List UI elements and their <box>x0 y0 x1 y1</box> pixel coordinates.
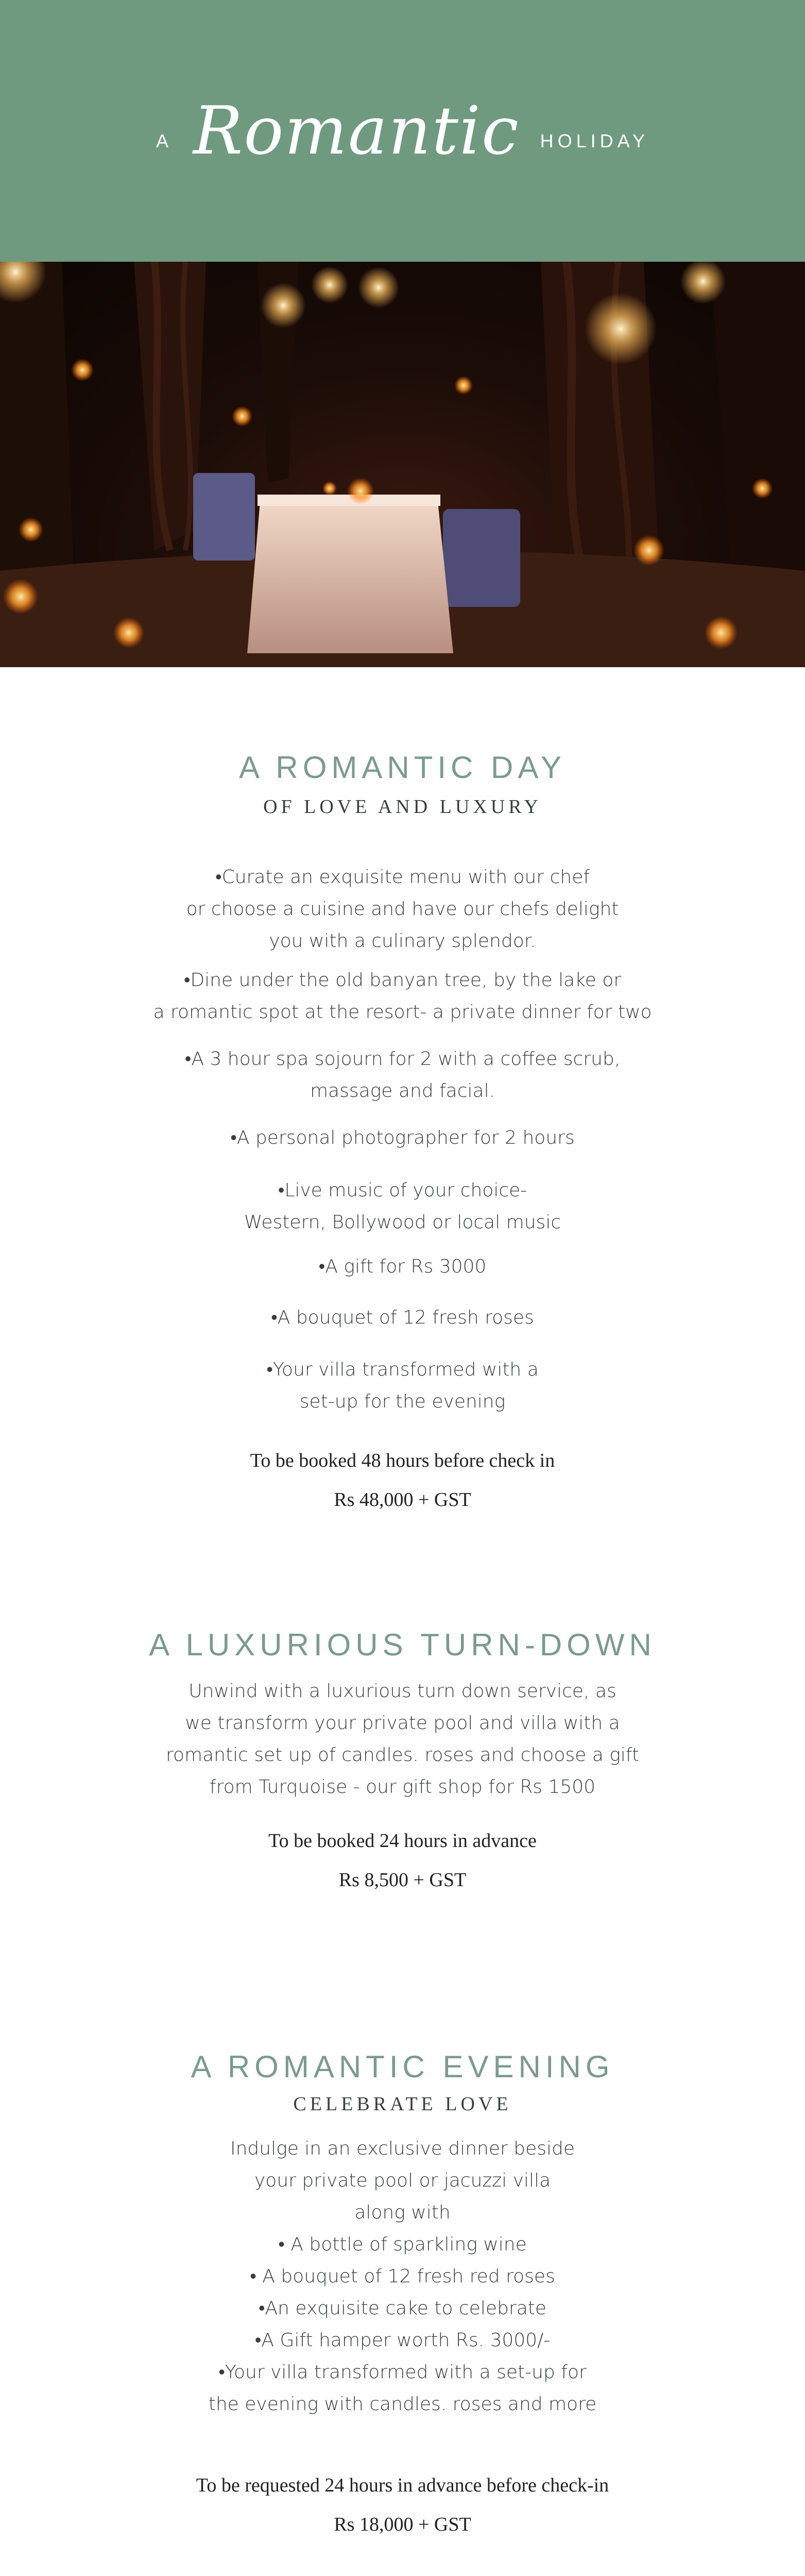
evening-line: •Your villa transformed with a set-up for <box>218 2362 587 2383</box>
day-item-5-line: Western, Bollywood or local music <box>244 1212 561 1233</box>
day-booking: To be booked 48 hours before check in <box>250 1450 555 1471</box>
turndown-description <box>0 1675 805 1803</box>
turndown-line: romantic set up of candles. roses and choose a gift <box>166 1744 639 1766</box>
evening-line: • A bottle of sparkling wine <box>278 2234 527 2255</box>
day-item-4 <box>0 1122 805 1154</box>
romantic-evening-subtitle: CELEBRATE LOVE <box>293 2093 512 2115</box>
evening-description <box>0 2133 805 2420</box>
day-item-8-line: set-up for the evening <box>299 1391 506 1412</box>
day-item-2-line: a romantic spot at the resort- a private dinner for two <box>153 1002 652 1023</box>
day-booking-block <box>0 1441 805 1519</box>
day-item-6-line: •A gift for Rs 3000 <box>318 1256 487 1277</box>
header-banner <box>0 0 805 262</box>
day-item-3 <box>0 1043 805 1107</box>
romantic-evening-title: A ROMANTIC EVENING <box>191 2049 614 2084</box>
turndown-price: Rs 8,500 + GST <box>338 1869 467 1891</box>
header-prefix: A <box>156 130 173 151</box>
day-price: Rs 48,000 + GST <box>334 1489 471 1511</box>
romantic-day-section <box>0 750 805 818</box>
turndown-title: A LUXURIOUS TURN-DOWN <box>149 1628 656 1662</box>
day-item-1-line: or choose a cuisine and have our chefs delight <box>186 899 619 920</box>
day-item-7-line: •A bouquet of 12 fresh roses <box>271 1307 534 1328</box>
header-suffix: HOLIDAY <box>540 130 649 151</box>
day-item-8 <box>0 1354 805 1418</box>
turndown-section <box>0 1627 805 1663</box>
day-item-8-line: •Your villa transformed with a <box>266 1359 539 1380</box>
romantic-day-title: A ROMANTIC DAY <box>239 750 566 785</box>
turndown-line: Unwind with a luxurious turn down service, as <box>189 1681 616 1702</box>
day-item-3-line: massage and facial. <box>310 1080 495 1101</box>
day-item-7 <box>0 1302 805 1334</box>
day-item-3-line: •A 3 hour spa sojourn for 2 with a coffee scrub, <box>184 1048 621 1070</box>
turndown-line: from Turquoise - our gift shop for Rs 1500 <box>209 1776 596 1798</box>
evening-line: •A Gift hamper worth Rs. 3000/- <box>254 2330 551 2351</box>
day-item-5-line: •Live music of your choice- <box>278 1180 527 1201</box>
evening-line: Indulge in an exclusive dinner beside <box>230 2138 575 2159</box>
day-item-5 <box>0 1175 805 1239</box>
evening-line: the evening with candles. roses and more <box>208 2394 597 2415</box>
day-item-2 <box>0 964 805 1028</box>
evening-price: Rs 18,000 + GST <box>334 2514 471 2535</box>
hero-photo <box>0 262 805 667</box>
evening-booking-block <box>0 2466 805 2544</box>
romantic-day-subtitle: OF LOVE AND LUXURY <box>263 796 542 818</box>
header-script-word: Romantic <box>193 92 520 170</box>
day-item-6 <box>0 1251 805 1283</box>
day-item-1 <box>0 861 805 957</box>
evening-booking: To be requested 24 hours in advance before check-in <box>196 2475 609 2496</box>
day-item-1-line: •Curate an exquisite menu with our chef <box>215 867 590 888</box>
day-item-1-line: you with a culinary splendor. <box>269 930 536 952</box>
evening-line: your private pool or jacuzzi villa <box>254 2170 551 2191</box>
romantic-evening-section <box>0 2049 805 2115</box>
evening-line: along with <box>354 2202 451 2223</box>
turndown-line: we transform your private pool and villa with a <box>185 1713 620 1734</box>
evening-line: • A bouquet of 12 fresh red roses <box>250 2266 555 2287</box>
evening-line: •An exquisite cake to celebrate <box>258 2298 547 2319</box>
day-item-2-line: •Dine under the old banyan tree, by the lake or <box>183 970 622 991</box>
turndown-booking-block <box>0 1821 805 1900</box>
turndown-booking: To be booked 24 hours in advance <box>268 1830 537 1852</box>
day-item-4-line: •A personal photographer for 2 hours <box>230 1127 575 1148</box>
romantic-dinner-photo <box>0 262 805 667</box>
